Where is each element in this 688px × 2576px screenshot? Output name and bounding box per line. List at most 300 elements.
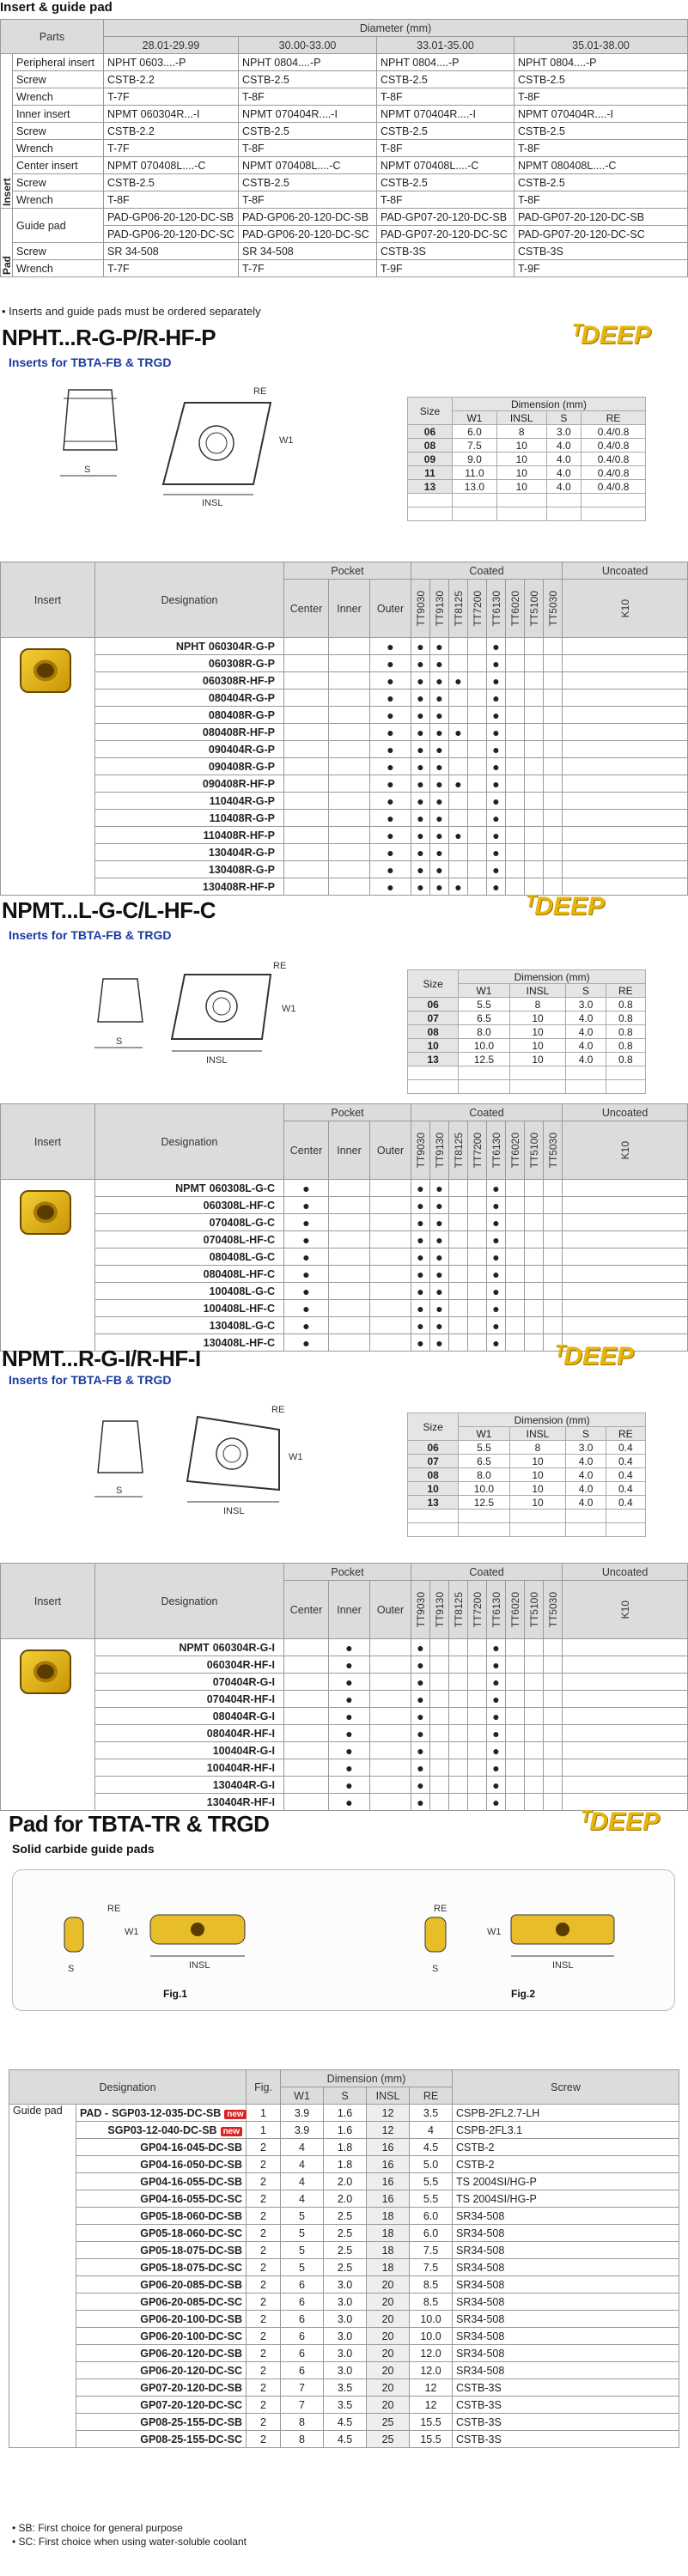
- grade-cell: ●: [487, 638, 506, 655]
- grade-row: [1, 741, 688, 758]
- pad-code: GP06-20-085-DC-SC: [140, 2295, 243, 2308]
- pocket-cell: [370, 1674, 411, 1691]
- grade-row: [1, 1231, 688, 1249]
- grade-cell: ●: [430, 827, 449, 844]
- pad-value: 6.0: [410, 2225, 453, 2242]
- pad-value: 20: [367, 2397, 410, 2414]
- pad-value: 2: [247, 2276, 281, 2293]
- pad-row: [9, 2431, 679, 2448]
- part-value: NPHT 0804....-P: [239, 54, 377, 71]
- grade-row: [1, 1214, 688, 1231]
- part-label: Peripheral insert: [13, 54, 104, 71]
- grade-cell: [563, 758, 688, 775]
- grade-cell: ●: [430, 775, 449, 793]
- pad-code: GP04-16-055-DC-SC: [140, 2192, 243, 2205]
- pocket-cell: [370, 1231, 411, 1249]
- size-cell-empty: [606, 1523, 645, 1537]
- size-head: [408, 970, 646, 984]
- grade-label: TT5100: [527, 1132, 540, 1169]
- grade-cell: ●: [487, 1742, 506, 1759]
- insl-label: INSL: [202, 498, 223, 508]
- pocket-inner-header: Inner: [329, 580, 370, 638]
- pad-value: 2: [247, 2311, 281, 2328]
- grade-row: [1, 758, 688, 775]
- pad-screw: SR34-508: [453, 2225, 679, 2242]
- pocket-cell: [329, 1197, 370, 1214]
- grade-cell: [544, 844, 563, 861]
- pocket-cell: [370, 1317, 411, 1334]
- designation-code: 100408L-HF-C: [203, 1302, 275, 1315]
- pad-code: GP05-18-060-DC-SB: [140, 2209, 243, 2222]
- pocket-cell: [284, 844, 329, 861]
- grade-label: TT7200: [471, 1132, 484, 1169]
- size-cell-empty: [581, 507, 646, 521]
- pad-row: [9, 2139, 679, 2156]
- coated-header: Coated: [411, 562, 563, 580]
- grade-cell: ●: [487, 1231, 506, 1249]
- guide-pad-group: Guide pad: [9, 2105, 76, 2448]
- part-value: NPMT 070408L....-C: [377, 157, 514, 174]
- pad-code: GP06-20-120-DC-SB: [140, 2347, 243, 2360]
- insert-header: Insert: [1, 1564, 95, 1639]
- designation-code: 070404R-HF-I: [206, 1692, 275, 1705]
- designation-cell: [95, 1300, 284, 1317]
- grade-label: TT9130: [433, 1591, 446, 1628]
- pad-value: 7.5: [410, 2242, 453, 2259]
- grade-cell: ●: [411, 775, 430, 793]
- svg-text:W1: W1: [289, 1452, 303, 1462]
- grade-cell: [506, 810, 525, 827]
- range-header: 30.00-33.00: [239, 37, 377, 54]
- pad-value: 4: [281, 2190, 324, 2208]
- grade-cell: ●: [430, 1180, 449, 1197]
- grade-cell: ●: [430, 810, 449, 827]
- size-value: 8: [509, 1441, 566, 1455]
- grade-cell: [449, 1742, 468, 1759]
- parts-row: [1, 243, 688, 260]
- grade-cell: [525, 1674, 544, 1691]
- designation-cell: [95, 844, 284, 861]
- grade-cell: [449, 655, 468, 672]
- designation-cell: [95, 707, 284, 724]
- grade-cell: [544, 672, 563, 690]
- grade-cell: [449, 1317, 468, 1334]
- pocket-cell: [284, 793, 329, 810]
- pocket-cell: ●: [370, 775, 411, 793]
- pad-code: GP08-25-155-DC-SC: [140, 2433, 243, 2445]
- grade-cell: ●: [487, 672, 506, 690]
- grade-cell: [430, 1708, 449, 1725]
- grade-label: TT6130: [490, 1591, 502, 1628]
- pocket-cell: [329, 1317, 370, 1334]
- grade-cell: [506, 758, 525, 775]
- grade-cell: ●: [430, 878, 449, 896]
- pocket-outer-header: Outer: [370, 1581, 411, 1639]
- pocket-cell: ●: [284, 1300, 329, 1317]
- part-label: Screw: [13, 243, 104, 260]
- grade-cell: [563, 1283, 688, 1300]
- pad-value: 6: [281, 2345, 324, 2362]
- svg-text:S: S: [84, 465, 91, 475]
- pad-designation: [76, 2190, 247, 2208]
- pocket-cell: [284, 1691, 329, 1708]
- grade-cell: [544, 1317, 563, 1334]
- grade-cell: ●: [411, 1742, 430, 1759]
- pad-value: 4.5: [324, 2414, 367, 2431]
- size-value: 10: [509, 1468, 566, 1482]
- grade-cell: ●: [430, 707, 449, 724]
- grade-cell: [468, 1656, 487, 1674]
- pad-value: 2: [247, 2345, 281, 2362]
- designation-cell: [95, 1639, 284, 1656]
- size-cell-empty: [459, 1066, 509, 1080]
- size-value: 6.5: [459, 1455, 509, 1468]
- grade-cell: [563, 638, 688, 655]
- parts-row: [1, 191, 688, 209]
- size-code: 11: [408, 466, 453, 480]
- size-value: 12.5: [459, 1496, 509, 1510]
- pad-screw: SR34-508: [453, 2345, 679, 2362]
- grade-cell: ●: [449, 672, 468, 690]
- grade-cell: [525, 1708, 544, 1725]
- designation-header: Designation: [9, 2070, 247, 2105]
- pocket-cell: ●: [370, 724, 411, 741]
- grade-header: [449, 1581, 468, 1639]
- grade-cell: ●: [430, 1283, 449, 1300]
- grade-cell: [506, 672, 525, 690]
- pad-value: 5.5: [410, 2173, 453, 2190]
- order-note: • Inserts and guide pads must be ordered separately: [2, 305, 261, 318]
- uncoated-header: Uncoated: [563, 1104, 688, 1121]
- size-cell-empty: [452, 507, 496, 521]
- pad-head: [9, 2070, 679, 2087]
- grade-cell: [544, 690, 563, 707]
- pad-value: 18: [367, 2225, 410, 2242]
- pocket-cell: [370, 1777, 411, 1794]
- grade-cell: [525, 638, 544, 655]
- part-value: NPMT 060304R...-I: [104, 106, 239, 123]
- grade-cell: [430, 1639, 449, 1656]
- pad-value: 1.6: [324, 2122, 367, 2139]
- part-value: T-8F: [377, 140, 514, 157]
- size-row: [408, 1012, 646, 1025]
- pad-row: [9, 2362, 679, 2379]
- grade-cell: ●: [430, 793, 449, 810]
- grade-cell: [544, 741, 563, 758]
- grade-cell: ●: [411, 878, 430, 896]
- size-cell-empty: [566, 1510, 606, 1523]
- pocket-cell: [284, 1708, 329, 1725]
- pad-value: 2.0: [324, 2173, 367, 2190]
- pocket-center-header: Center: [284, 1581, 329, 1639]
- size-value: 10: [509, 1025, 566, 1039]
- grade-cell: [525, 861, 544, 878]
- pocket-cell: ●: [284, 1317, 329, 1334]
- grade-cell: ●: [430, 1317, 449, 1334]
- grade-label: TT5100: [527, 590, 540, 627]
- svg-text:INSL: INSL: [552, 1960, 574, 1971]
- part-value: NPHT 0603....-P: [104, 54, 239, 71]
- pad-value: 12: [410, 2397, 453, 2414]
- grade-cell: ●: [430, 690, 449, 707]
- size-cell-empty: [546, 507, 581, 521]
- grade-label: TT8125: [452, 1132, 465, 1169]
- part-label: Wrench: [13, 140, 104, 157]
- grade-cell: [525, 793, 544, 810]
- designation-header: Designation: [95, 1104, 284, 1180]
- size-header: Size: [408, 970, 459, 998]
- pad-code: SGP03-12-035-DC-SB: [112, 2106, 222, 2119]
- size-cell-empty: [496, 494, 546, 507]
- pad-value: 12.0: [410, 2345, 453, 2362]
- grade-header: [411, 1581, 430, 1639]
- grade-cell: ●: [430, 1266, 449, 1283]
- pad-value: 2: [247, 2208, 281, 2225]
- size-row: [408, 1496, 646, 1510]
- size-value: 10: [496, 466, 546, 480]
- part-value: PAD-GP06-20-120-DC-SB: [104, 209, 239, 226]
- pocket-cell: [329, 672, 370, 690]
- grade-label: TT9130: [433, 590, 446, 627]
- grade-cell: ●: [487, 1214, 506, 1231]
- grade-cell: ●: [411, 1214, 430, 1231]
- pocket-cell: ●: [329, 1691, 370, 1708]
- size-value: 4.0: [566, 1482, 606, 1496]
- designation-code: 080408R-HF-P: [202, 726, 275, 738]
- pad-code: GP05-18-075-DC-SC: [140, 2261, 243, 2274]
- grade-cell: [449, 1639, 468, 1656]
- part-value: T-8F: [377, 88, 514, 106]
- pad-value: 2: [247, 2242, 281, 2259]
- pad-value: 25: [367, 2414, 410, 2431]
- pocket-cell: [329, 1180, 370, 1197]
- size-value: 8.0: [459, 1468, 509, 1482]
- parts-row: [1, 123, 688, 140]
- pad-row: [9, 2345, 679, 2362]
- designation-code: 090408R-G-P: [208, 760, 275, 773]
- pad-screw: SR34-508: [453, 2242, 679, 2259]
- grade-cell: ●: [411, 1639, 430, 1656]
- grade-cell: [468, 793, 487, 810]
- pad-value: 20: [367, 2362, 410, 2379]
- size-cell-empty: [606, 1080, 645, 1094]
- pad-value: 3.0: [324, 2328, 367, 2345]
- pad-screw: SR34-508: [453, 2362, 679, 2379]
- grade-cell: [525, 1725, 544, 1742]
- grade-cell: [525, 655, 544, 672]
- dim-col-header: W1: [452, 411, 496, 425]
- pocket-inner-header: Inner: [329, 1121, 370, 1180]
- size-value: 10.0: [459, 1482, 509, 1496]
- size-value: 0.4: [606, 1441, 645, 1455]
- grade-cell: [525, 1759, 544, 1777]
- pad-value: 3.0: [324, 2345, 367, 2362]
- grade-cell: ●: [430, 741, 449, 758]
- grade-header: [487, 1581, 506, 1639]
- grade-cell: [563, 707, 688, 724]
- size-cell-empty: [509, 1510, 566, 1523]
- grade-row: [1, 1180, 688, 1197]
- grade-cell: ●: [449, 878, 468, 896]
- designation-code: 060304R-HF-I: [206, 1658, 275, 1671]
- re-label: RE: [253, 386, 267, 397]
- insert-image-cell: [1, 1639, 95, 1811]
- grade-row: [1, 1283, 688, 1300]
- size-code: 13: [408, 480, 453, 494]
- pad-designation: [76, 2242, 247, 2259]
- size-value: 0.4: [606, 1455, 645, 1468]
- grade-cell: ●: [487, 1691, 506, 1708]
- grade-cell: [544, 1759, 563, 1777]
- grade-cell: ●: [487, 758, 506, 775]
- grade-cell: ●: [411, 810, 430, 827]
- grade-cell: ●: [430, 655, 449, 672]
- grade-cell: ●: [430, 1334, 449, 1352]
- part-value: CSTB-3S: [377, 243, 514, 260]
- pad-value: 1.8: [324, 2139, 367, 2156]
- size-value: 10: [509, 1039, 566, 1053]
- fig1-label: Fig.1: [163, 1988, 188, 2000]
- grade-row: [1, 1656, 688, 1674]
- pad-row: [9, 2225, 679, 2242]
- grade-cell: [506, 1725, 525, 1742]
- part-value: CSTB-2.5: [514, 123, 688, 140]
- pad-value: 6: [281, 2311, 324, 2328]
- grade-cell: [468, 827, 487, 844]
- grade-cell: ●: [487, 1317, 506, 1334]
- grade-cell: ●: [487, 861, 506, 878]
- grade-row: [1, 1708, 688, 1725]
- grade-cell: ●: [430, 638, 449, 655]
- pocket-cell: [284, 1742, 329, 1759]
- grade-cell: [525, 1742, 544, 1759]
- grade-label: TT9030: [414, 590, 427, 627]
- grade-cell: [449, 1249, 468, 1266]
- size-value: 4.0: [566, 1468, 606, 1482]
- pad-code: GP07-20-120-DC-SB: [140, 2381, 243, 2394]
- dim-col-header: W1: [281, 2087, 324, 2105]
- part-value: T-8F: [104, 191, 239, 209]
- grade-cell: [449, 1197, 468, 1214]
- grade-cell: [468, 741, 487, 758]
- size-row: [408, 1455, 646, 1468]
- section-title: NPHT...R-G-P/R-HF-P: [2, 325, 216, 350]
- section-subtitle: Inserts for TBTA-FB & TRGD: [9, 928, 172, 942]
- grade-cell: [449, 1708, 468, 1725]
- part-value: CSTB-2.5: [377, 174, 514, 191]
- grade-cell: [525, 775, 544, 793]
- pocket-cell: [329, 758, 370, 775]
- grade-row: [1, 1777, 688, 1794]
- grade-cell: [449, 1283, 468, 1300]
- size-value: 7.5: [452, 439, 496, 453]
- grade-cell: [468, 1777, 487, 1794]
- pad-value: 6: [281, 2293, 324, 2311]
- grade-row: [1, 861, 688, 878]
- uncoated-header: Uncoated: [563, 1564, 688, 1581]
- grade-cell: ●: [487, 1656, 506, 1674]
- pad-value: 6: [281, 2276, 324, 2293]
- designation-cell: [95, 861, 284, 878]
- grade-cell: [468, 1708, 487, 1725]
- designation-cell: [95, 1214, 284, 1231]
- size-value: 4.0: [566, 1496, 606, 1510]
- pad-value: 2.5: [324, 2225, 367, 2242]
- grade-cell: ●: [411, 1794, 430, 1811]
- npmt-i-section: [0, 1335, 687, 1809]
- grade-cell: [525, 1197, 544, 1214]
- grade-cell: [468, 655, 487, 672]
- pad-value: 3.0: [324, 2276, 367, 2293]
- grade-cell: ●: [430, 724, 449, 741]
- grade-header: [468, 1121, 487, 1180]
- coated-header: Coated: [411, 1564, 563, 1581]
- size-cell-empty: [509, 1080, 566, 1094]
- size-value: 0.8: [606, 1039, 645, 1053]
- pocket-cell: ●: [284, 1283, 329, 1300]
- grade-cell: [506, 1656, 525, 1674]
- tdeep-logo: $^T$DEEP: [581, 1807, 660, 1836]
- size-value: 12.5: [459, 1053, 509, 1066]
- pad-value: 12: [367, 2105, 410, 2122]
- pad-value: 2: [247, 2379, 281, 2397]
- pad-value: 20: [367, 2276, 410, 2293]
- size-row: [408, 1468, 646, 1482]
- pad-screw: CSTB-2: [453, 2139, 679, 2156]
- pocket-cell: [370, 1742, 411, 1759]
- grade-cell: [449, 707, 468, 724]
- size-value: 4.0: [546, 439, 581, 453]
- grade-cell: [525, 1317, 544, 1334]
- pad-designation: [76, 2105, 247, 2122]
- pad-value: 5.0: [410, 2156, 453, 2173]
- size-value: 4.0: [546, 466, 581, 480]
- part-value: CSTB-2.5: [239, 123, 377, 140]
- part-label: Screw: [13, 123, 104, 140]
- grade-cell: [563, 810, 688, 827]
- size-value: 5.5: [459, 1441, 509, 1455]
- pad-screw: CSTB-2: [453, 2156, 679, 2173]
- designation-code: 090404R-G-P: [208, 743, 275, 756]
- pad-value: 1: [247, 2105, 281, 2122]
- size-code: 07: [408, 1455, 459, 1468]
- grade-cell: [449, 638, 468, 655]
- insert-photo: [20, 648, 71, 693]
- designation-cell: [95, 793, 284, 810]
- size-cell-empty: [566, 1523, 606, 1537]
- pocket-cell: [329, 810, 370, 827]
- grade-cell: ●: [487, 1249, 506, 1266]
- pocket-header: Pocket: [284, 1104, 411, 1121]
- size-code: 13: [408, 1496, 459, 1510]
- pad-value: 2: [247, 2190, 281, 2208]
- pocket-cell: ●: [370, 878, 411, 896]
- pad-value: 12.0: [410, 2362, 453, 2379]
- pocket-center-header: Center: [284, 1121, 329, 1180]
- size-cell-empty: [509, 1523, 566, 1537]
- grade-row: [1, 775, 688, 793]
- designation-cell: [95, 1317, 284, 1334]
- pad-value: 2: [247, 2225, 281, 2242]
- grade-cell: ●: [487, 1777, 506, 1794]
- grade-row: [1, 724, 688, 741]
- insert-diagram: [34, 373, 378, 508]
- pad-row: [9, 2208, 679, 2225]
- size-header: Size: [408, 1413, 459, 1441]
- range-header: 33.01-35.00: [377, 37, 514, 54]
- dim-col-header: W1: [459, 984, 509, 998]
- grade-row: [1, 793, 688, 810]
